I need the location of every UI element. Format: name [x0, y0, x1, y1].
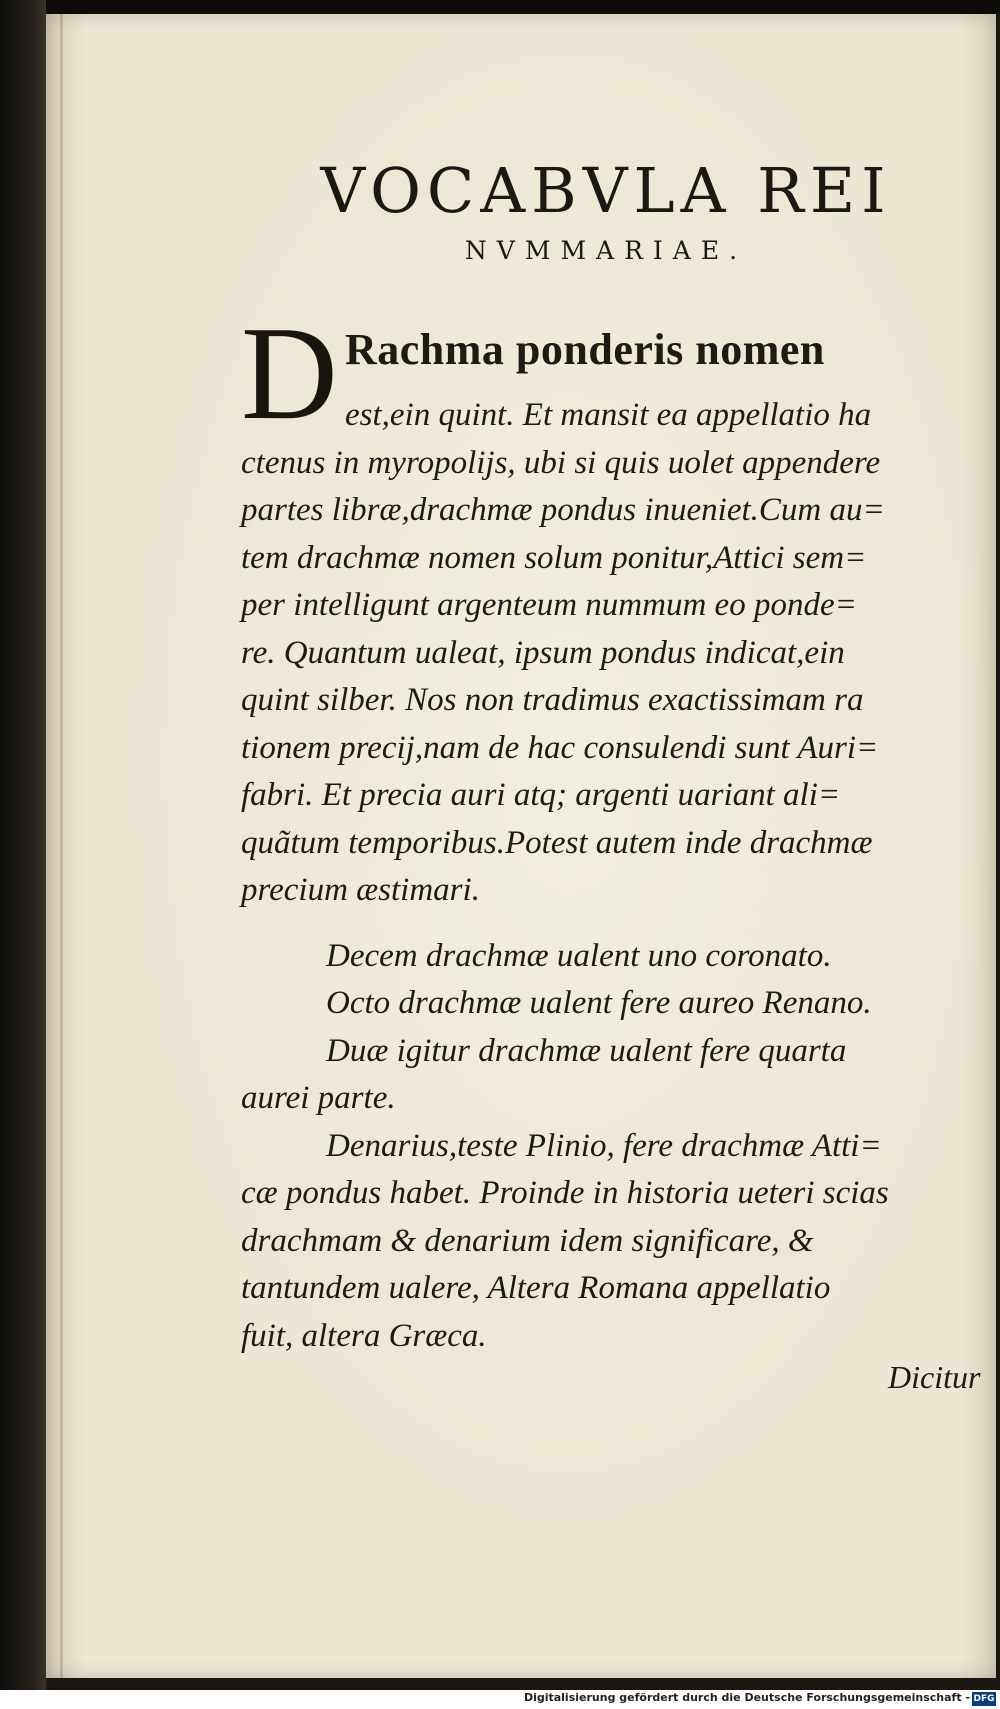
text-line: quint silber. Nos non tradimus exactissimam ra	[241, 682, 864, 718]
text-line: ctenus in myropolijs, ubi si quis uolet appendere	[241, 444, 881, 481]
paragraph-line: Octo drachmæ ualent fere aureo Renano.	[326, 985, 872, 1021]
text-line: per intelligunt argenteum nummum eo ponde=	[241, 587, 857, 623]
paragraph-line: Decem drachmæ ualent uno coronato.	[326, 937, 832, 974]
footer-bar	[0, 1690, 1000, 1709]
text-line: partes libræ,drachmæ pondus inueniet.Cum au=	[241, 492, 885, 528]
text-line: tionem precij,nam de hac consulendi sunt Auri=	[241, 729, 879, 766]
text-line: fabri. Et precia auri atq; argenti uariant ali=	[241, 777, 841, 813]
paragraph-gap	[241, 915, 991, 933]
paragraph-line: fuit, altera Græca.	[241, 1317, 487, 1354]
page-heading: VOCABVLA REI	[320, 154, 892, 227]
drop-cap-initial: D	[241, 299, 338, 447]
text-line: tem drachmæ nomen solum ponitur,Attici sem=	[241, 539, 867, 576]
paragraph-line: tantundem ualere, Altera Romana appellatio	[241, 1270, 831, 1306]
paragraph-line: Denarius,teste Plinio, fere drachmæ Atti=	[326, 1127, 882, 1164]
paragraph-line: aurei parte.	[241, 1080, 396, 1116]
text-line: est,ein quint. Et mansit ea appellatio ha	[345, 397, 872, 433]
paragraph-line: Duæ igitur drachmæ ualent fere quarta	[326, 1032, 847, 1069]
paragraph-line: cæ pondus habet. Proinde in historia ueteri scias	[241, 1175, 889, 1211]
scan-left-edge	[0, 0, 46, 1690]
scan-top-edge	[0, 0, 1000, 14]
paragraph-line: drachmam & denarium idem significare, &	[241, 1222, 814, 1259]
page-gutter-shadow	[60, 14, 63, 1678]
text-line: re. Quantum ualeat, ipsum pondus indicat,ein	[241, 634, 845, 671]
text-line: quãtum temporibus.Potest autem inde drachmæ	[241, 824, 873, 861]
text-line: precium æstimari.	[241, 872, 480, 908]
funding-credit: Digitalisierung gefördert durch die Deutsche Forschungsgemeinschaft -	[523, 1691, 970, 1704]
dfg-logo[interactable]: DFG	[973, 1694, 995, 1704]
body-text	[241, 299, 991, 1360]
book-page	[46, 14, 996, 1678]
catchword: Dicitur	[888, 1359, 981, 1395]
opening-line-text: Rachma ponderis nomen	[345, 325, 825, 374]
page-subheading: NVMMARIAE.	[464, 236, 748, 265]
